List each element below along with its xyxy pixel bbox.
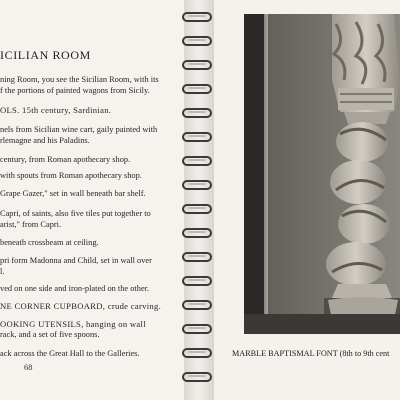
binding-ring [182,132,212,142]
binding-ring [182,348,212,358]
page-number: 68 [24,362,33,372]
binding-ring [182,108,212,118]
binding-ring [182,204,212,214]
text-line: Grape Gazer," set in wall beneath bar shelf. [0,189,146,198]
text-line: f the portions of painted wagons from Sicily. [0,86,150,95]
binding-ring [182,36,212,46]
binding-ring [182,276,212,286]
text-line: century, from Roman apothecary shop. [0,155,131,164]
binding-ring [182,12,212,22]
right-page [214,0,400,400]
photo-illustration [244,14,400,334]
binding-ring [182,60,212,70]
text-line: l. [0,267,5,276]
text-line: nels from Sicilian wine cart, gaily painted with [0,125,158,134]
text-line: ack across the Great Hall to the Galleries. [0,349,140,358]
text-line: OOKING UTENSILS, hanging on wall [0,319,146,329]
binding-ring [182,156,212,166]
binding-ring [182,84,212,94]
text-line: with spouts from Roman apothecary shop. [0,171,142,180]
text-line: NE CORNER CUPBOARD, crude carving. [0,301,162,311]
text-line: rlemagne and his Paladins. [0,136,90,145]
binding-ring [182,324,212,334]
text-line: ved on one side and iron-plated on the other. [0,284,150,293]
text-line: OLS. 15th century, Sardinian. [0,105,112,115]
text-line: pri form Madonna and Child, set in wall over [0,256,152,265]
photo-caption: MARBLE BAPTISMAL FONT (8th to 9th cent [232,349,390,358]
binding-ring [182,372,212,382]
text-line: arist," from Capri. [0,220,62,229]
left-page [0,0,184,400]
page-title: ICILIAN ROOM [0,48,91,62]
text-line: ning Room, you see the Sicilian Room, with its [0,75,159,84]
binding-ring [182,300,212,310]
binding-ring [182,180,212,190]
text-line: rack, and a set of five spoons. [0,330,100,339]
text-line: beneath crossbeam at ceiling. [0,238,99,247]
binding-ring [182,228,212,238]
text-line: Capri, of saints, also five tiles put together to [0,209,151,218]
baptismal-font-photo [244,14,400,334]
binding-ring [182,252,212,262]
